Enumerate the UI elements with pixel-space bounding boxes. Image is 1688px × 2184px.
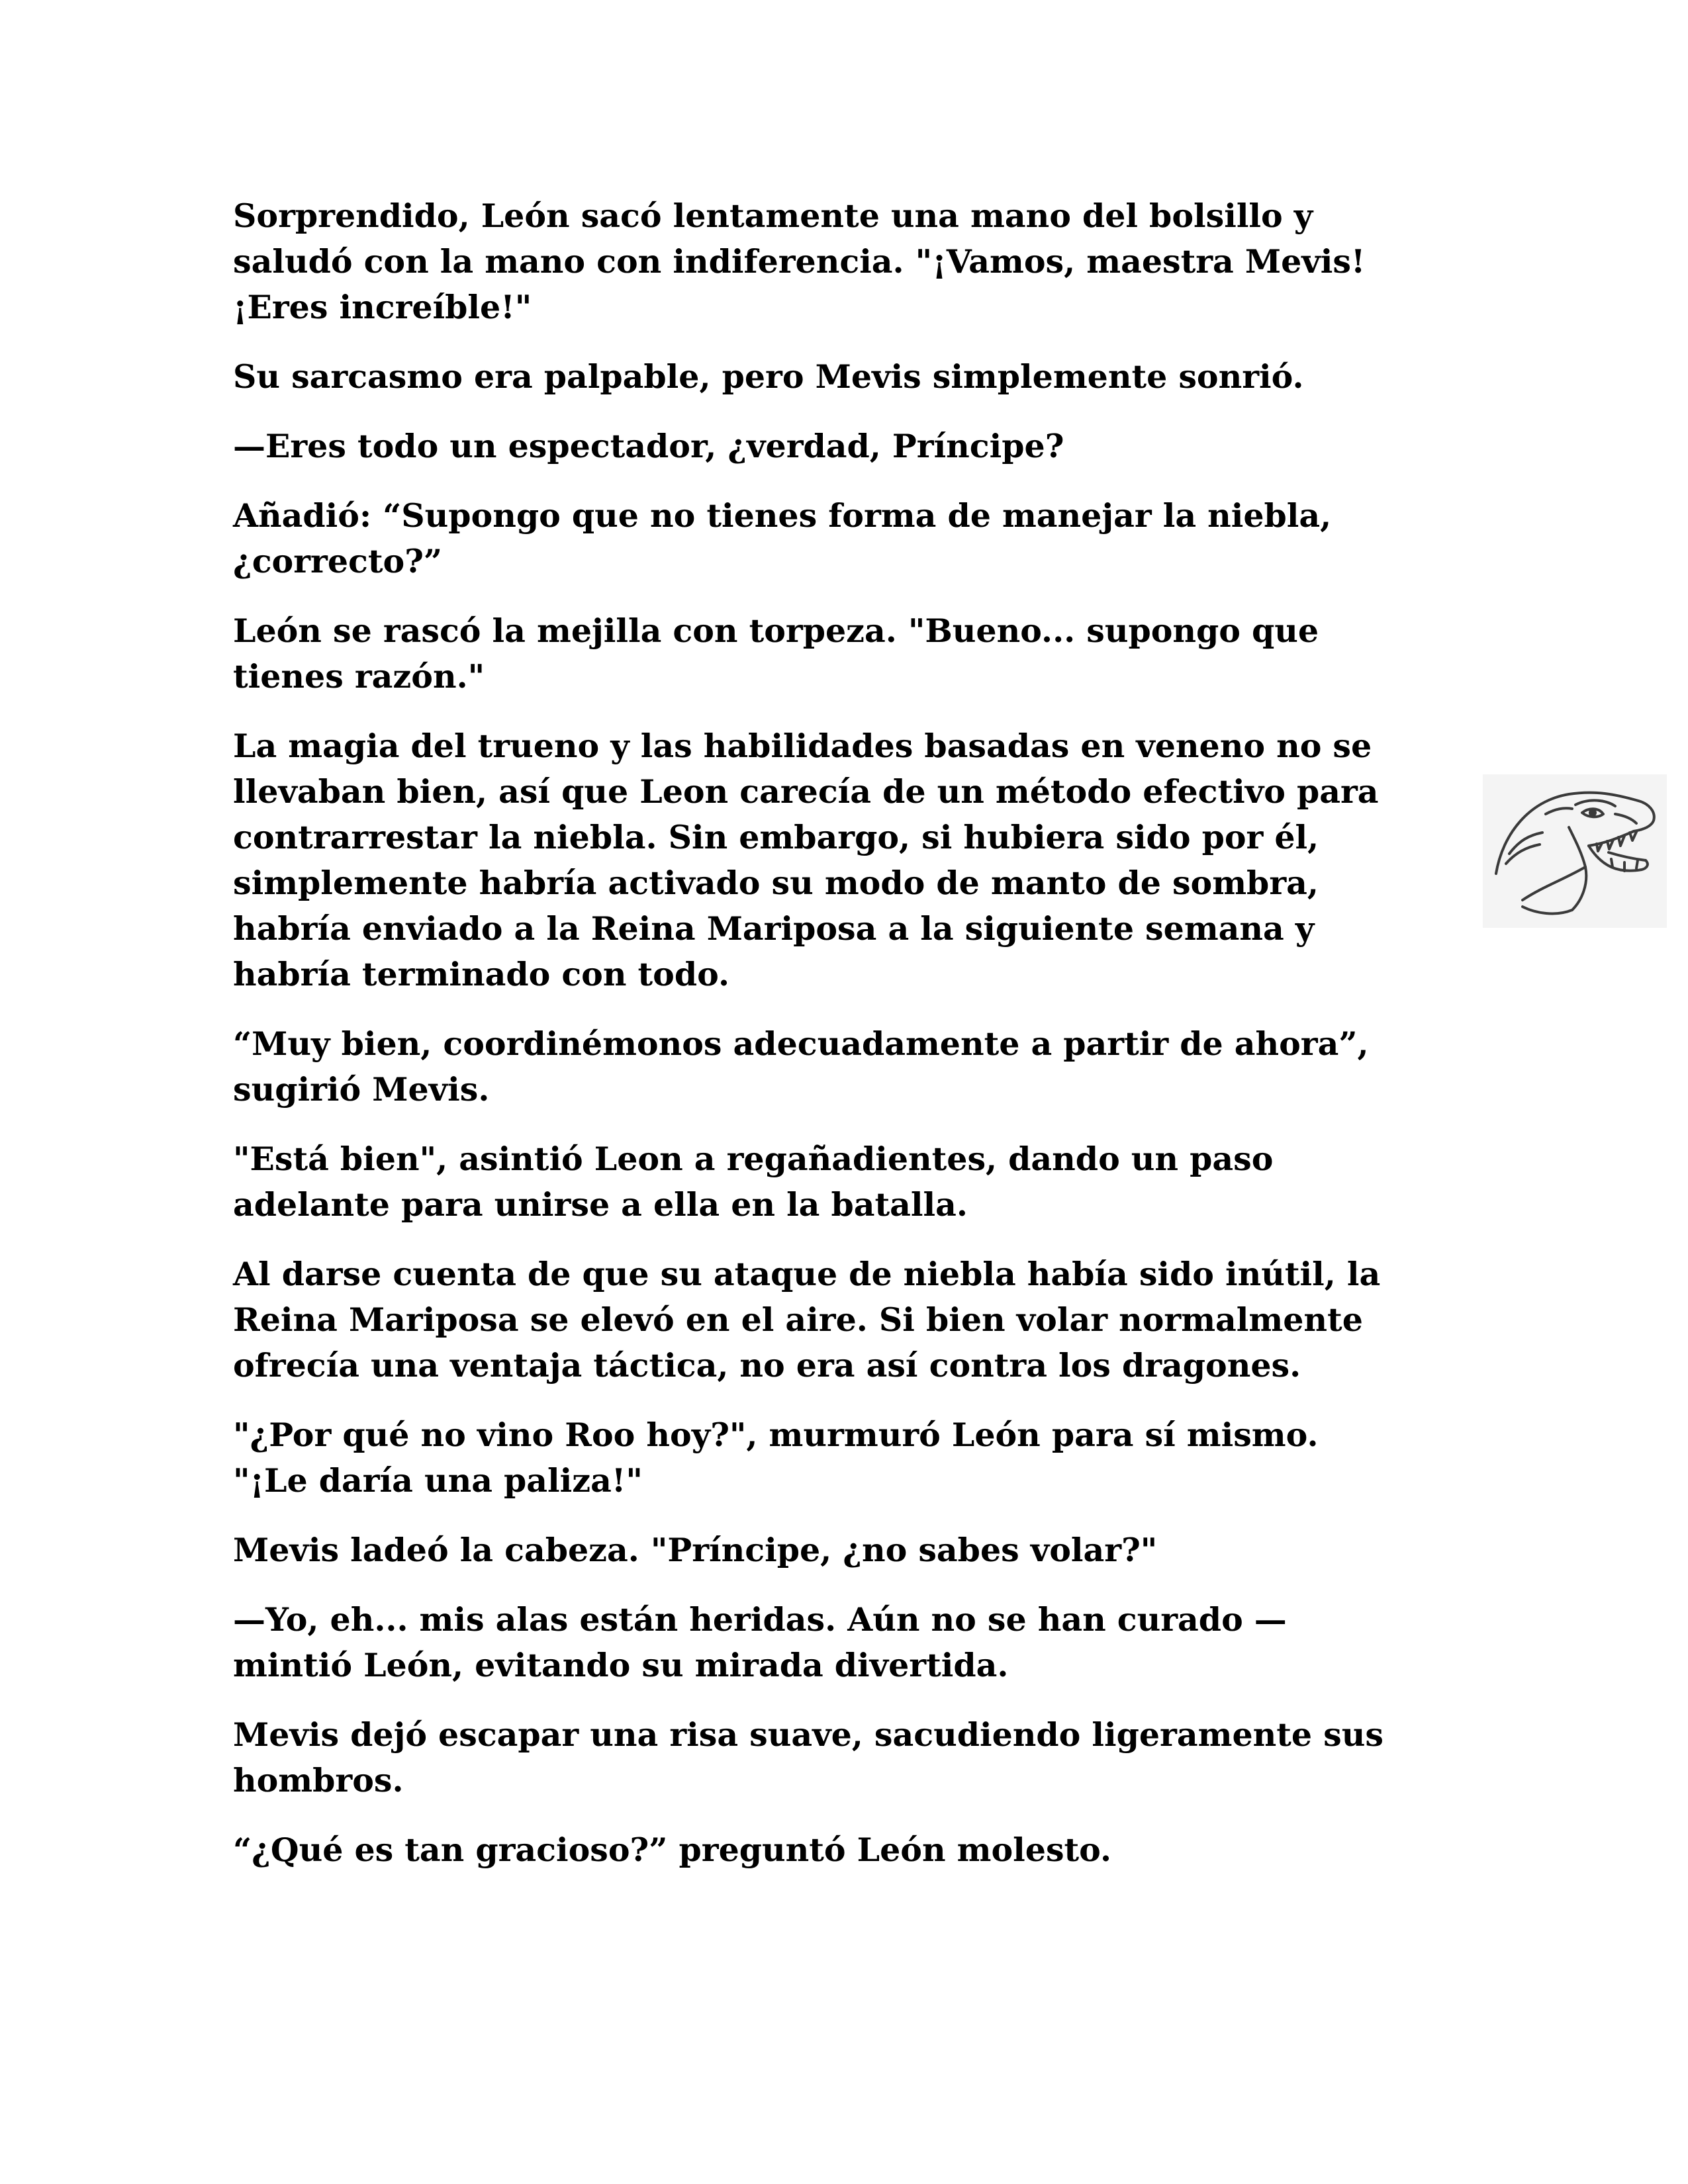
paragraph-5: León se rascó la mejilla con torpeza. "Bueno... supongo que tienes razón." [233, 612, 1319, 696]
paragraph-7: “Muy bien, coordinémonos adecuadamente a partir de ahora”, sugirió Mevis. [233, 1024, 1369, 1109]
paragraph-11: Mevis ladeó la cabeza. "Príncipe, ¿no sabes volar?" [233, 1531, 1158, 1569]
dinosaur-head-sketch-icon [1483, 774, 1667, 928]
paragraph-13: Mevis dejó escapar una risa suave, sacudiendo ligeramente sus hombros. [233, 1715, 1383, 1799]
paragraph-3: —Eres todo un espectador, ¿verdad, Príncipe? [233, 427, 1064, 465]
paragraph-8: "Está bien", asintió Leon a regañadientes, dando un paso adelante para unirse a ella en la batalla. [233, 1140, 1274, 1224]
paragraph-1: Sorprendido, León sacó lentamente una mano del bolsillo y saludó con la mano con indiferencia. "¡Vamos, maestra Mevis! ¡Eres increíble!" [233, 197, 1366, 326]
paragraph-6: La magia del trueno y las habilidades basadas en veneno no se llevaban bien, así que Leon carecía de un método efectivo para contrarrestar la niebla. Sin embargo, si hubiera sido por él, simplemente habría activado su modo de manto de sombra, habría enviado a la Reina Mariposa a la siguiente semana y habría terminado con todo. [233, 727, 1379, 993]
body-text [233, 193, 1464, 1897]
paragraph-10: "¿Por qué no vino Roo hoy?", murmuró León para sí mismo. "¡Le daría una paliza!" [233, 1416, 1319, 1500]
paragraph-14: “¿Qué es tan gracioso?” preguntó León molesto. [233, 1831, 1112, 1869]
paragraph-9: Al darse cuenta de que su ataque de niebla había sido inútil, la Reina Mariposa se elevó en el aire. Si bien volar normalmente ofrecía una ventaja táctica, no era así contra los dragones. [233, 1255, 1381, 1385]
paragraph-4: Añadió: “Supongo que no tienes forma de manejar la niebla, ¿correcto?” [233, 496, 1332, 580]
paragraph-2: Su sarcasmo era palpable, pero Mevis simplemente sonrió. [233, 357, 1304, 396]
paragraph-12: —Yo, eh... mis alas están heridas. Aún no se han curado — mintió León, evitando su mirada divertida. [233, 1600, 1287, 1684]
